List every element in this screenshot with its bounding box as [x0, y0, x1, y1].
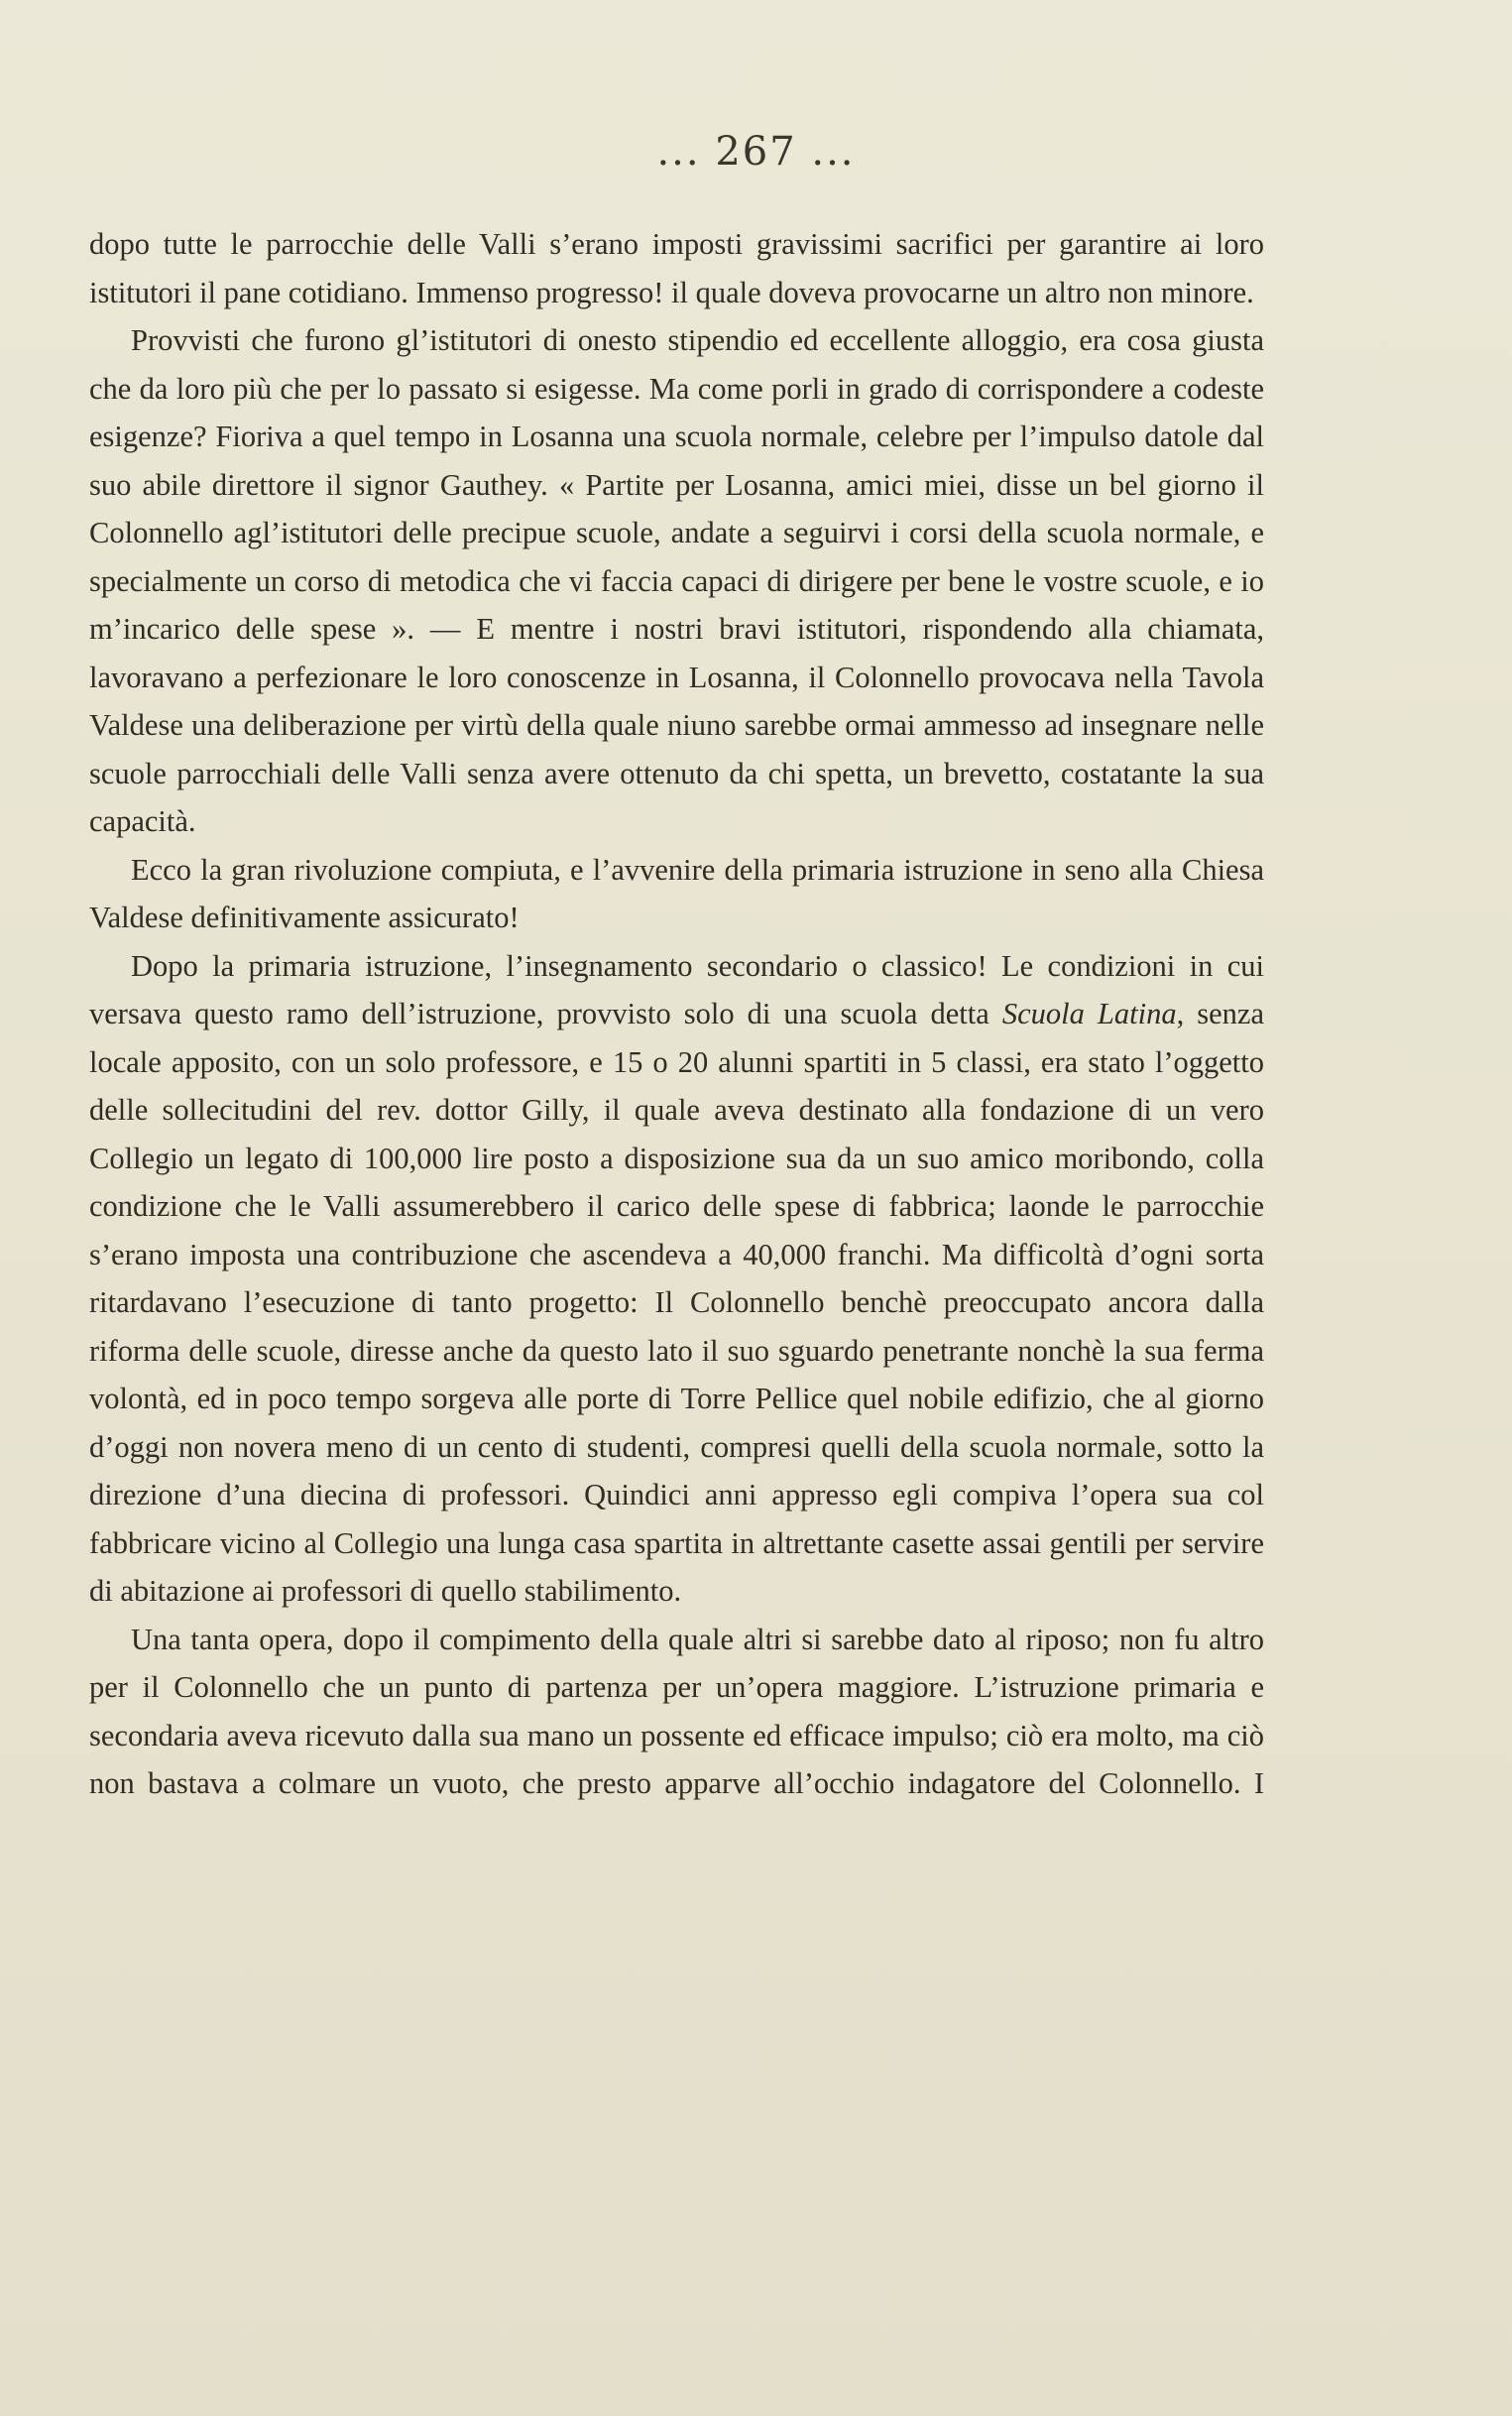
paragraph-4	[89, 942, 1264, 1616]
paragraph-4-italic: Scuola Latina	[1001, 997, 1177, 1030]
paragraph-5: Una tanta opera, dopo il compimento della quale altri si sarebbe dato al riposo; non fu altro per il Colonnello che un punto di partenza per un’opera maggiore. L’istruzione primaria e secondaria aveva ricevuto dalla sua mano un possente ed efficace impulso; ciò era molto, ma ciò non bastava a colmare un vuoto, che presto apparve all’occhio indagatore del Colonnello. I	[89, 1622, 1264, 1800]
paragraph-4-start: Dopo la primaria istruzione, l’insegnamento secondario o classico! Le condizioni in cui versava questo ramo dell’istruzione, provvisto solo di una scuola detta	[89, 948, 1264, 1030]
paragraph-1: dopo tutte le parrocchie delle Valli s’erano imposti gravissimi sacrifici per garantire ai loro istitutori il pane cotidiano. Immenso progresso! il quale doveva provocarne un altro non minore.	[89, 227, 1264, 309]
page-body	[89, 220, 1264, 1808]
paragraph-4-end: , senza locale apposito, con un solo professore, e 15 o 20 alunni spartiti in 5 classi, era stato l’oggetto delle sollecitudini del rev. dottor Gilly, il quale aveva destinato alla fondazione di un vero Collegio un legato di 100,000 lire posto a disposizione sua da un suo amico moribondo, colla condizione che le Valli assumerebbero il carico delle spese di fabbrica; laonde le parrocchie s’erano imposta una contribuzione che ascendeva a 40,000 franchi. Ma difficoltà d’ogni sorta ritardavano l’esecuzione di tanto progetto: Il Colonnello benchè preoccupato ancora dalla riforma delle scuole, diresse anche da questo lato il suo sguardo penetrante nonchè la sua ferma volontà, ed in poco tempo sorgeva alle porte di Torre Pellice quel nobile edifizio, che al giorno d’oggi non novera meno di un cento di studenti, compresi quelli della scuola normale, sotto la direzione d’una diecina di professori. Quindici anni appresso egli compiva l’opera sua col fabbricare vicino al Collegio una lunga casa spartita in altrettante casette assai gentili per servire di abitazione ai professori di quello stabilimento.	[89, 997, 1264, 1608]
page-number: ... 267 ...	[656, 129, 856, 175]
paragraph-3: Ecco la gran rivoluzione compiuta, e l’avvenire della primaria istruzione in seno alla Chiesa Valdese definitivamente assicurato!	[89, 852, 1264, 934]
paragraph-2: Provvisti che furono gl’istitutori di onesto stipendio ed eccellente alloggio, era cosa giusta che da loro più che per lo passato si esigesse. Ma come porli in grado di corrispondere a codeste esigenze? Fioriva a quel tempo in Losanna una scuola normale, celebre per l’impulso datole dal suo abile direttore il signor Gauthey. « Partite per Losanna, amici miei, disse un bel giorno il Colonnello agl’istitutori delle precipue scuole, andate a seguirvi i corsi della scuola normale, e specialmente un corso di metodica che vi faccia capaci di dirigere per bene le vostre scuole, e io m’incarico delle spese ». — E mentre i nostri bravi istitutori, rispondendo alla chiamata, lavoravano a perfezionare le loro conoscenze in Losanna, il Colonnello provocava nella Tavola Valdese una deliberazione per virtù della quale niuno sarebbe ormai ammesso ad insegnare nelle scuole parrocchiali delle Valli senza avere ottenuto da chi spetta, un brevetto, costatante la sua capacità.	[89, 323, 1264, 838]
